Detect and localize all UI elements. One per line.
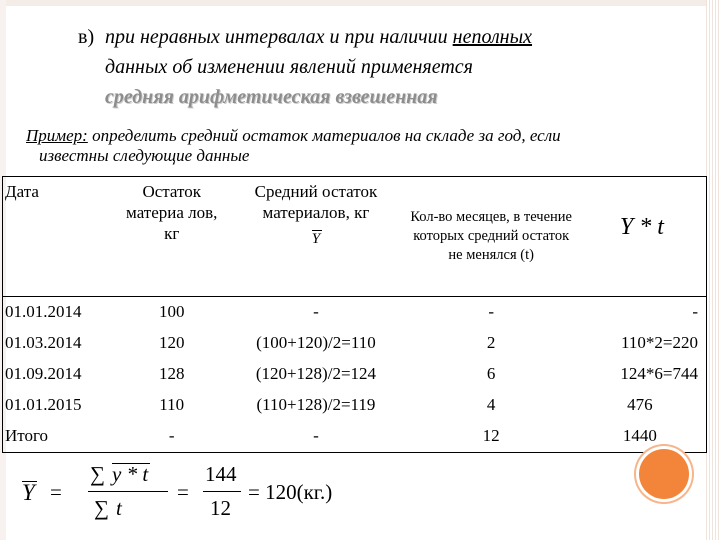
formula-denominator-sigma: ∑: [94, 496, 109, 520]
cell-product: -: [692, 302, 698, 322]
cell-date: 01.09.2014: [5, 364, 82, 384]
example: [26, 126, 686, 166]
decorative-orange-circle: [639, 449, 689, 499]
formula-denominator-expr: t: [116, 496, 122, 520]
header-avg-text: Средний остаток материалов, кг: [254, 182, 378, 222]
table-total-row: [3, 421, 706, 452]
heading-highlight: средняя арифметическая взвешенная: [105, 86, 438, 108]
formula-lhs: Y: [22, 480, 35, 505]
cell-avg: (100+120)/2=110: [256, 333, 376, 353]
cell-avg: -: [313, 302, 319, 322]
decorative-right-border: [706, 0, 720, 540]
table-row: [3, 390, 706, 421]
cell-date: 01.03.2014: [5, 333, 82, 353]
header-avg: [227, 177, 404, 296]
cell-date: 01.01.2014: [5, 302, 82, 322]
example-text-2: известны следующие данные: [39, 146, 250, 165]
formula-numerator-value: 144: [205, 462, 237, 486]
formula-equals-2: =: [177, 480, 189, 504]
header-date: Дата: [3, 177, 116, 296]
cell-product: 476: [627, 395, 653, 415]
table-row: [3, 328, 706, 359]
header-product-formula: Y * t: [619, 214, 664, 240]
header-months: Кол-во месяцев, в течение которых средний остаток не менялся (t): [405, 177, 578, 296]
decorative-top-border: [0, 0, 720, 6]
cell-total-months: 12: [482, 426, 500, 446]
cell-stock: 110: [159, 395, 185, 415]
example-text-1: определить средний остаток материалов на складе за год, если: [87, 126, 561, 145]
heading-underlined-word: неполных: [452, 26, 533, 48]
formula-numerator-expr: y * t: [112, 462, 149, 486]
formula-fraction-bar: [88, 491, 168, 492]
header-stock: Остаток материа лов, кг: [116, 177, 227, 296]
formula-equals: =: [50, 480, 62, 504]
formula-fraction-bar-2: [203, 491, 241, 492]
heading-line-1-text: при неравных интервалах и при наличии: [105, 26, 453, 48]
cell-months: 6: [486, 364, 496, 384]
header-product: [578, 177, 706, 296]
cell-total-label: Итого: [5, 426, 49, 446]
cell-avg: (120+128)/2=124: [255, 364, 377, 384]
cell-avg: (110+128)/2=119: [256, 395, 376, 415]
formula-result: = 120(кг.): [248, 480, 333, 504]
formula-numerator-sigma: ∑: [90, 462, 105, 486]
cell-total-avg: -: [313, 426, 319, 446]
heading-line-2: данных об изменении явлений применяется: [105, 56, 473, 78]
cell-months: 2: [486, 333, 496, 353]
cell-date: 01.01.2015: [5, 395, 82, 415]
table-header-row: [3, 177, 706, 296]
cell-stock: 128: [158, 364, 185, 384]
cell-months: 4: [486, 395, 496, 415]
cell-product: 124*6=744: [620, 364, 698, 384]
heading: [78, 22, 532, 112]
data-table: [2, 176, 707, 453]
cell-product: 110*2=220: [621, 333, 698, 353]
cell-stock: 100: [158, 302, 185, 322]
table-row: [3, 296, 706, 328]
cell-months: -: [488, 302, 495, 322]
header-avg-symbol: Y: [312, 229, 320, 250]
cell-stock: 120: [158, 333, 185, 353]
example-label: Пример:: [26, 126, 88, 145]
cell-total-product: 1440: [622, 426, 657, 446]
heading-line-1: [78, 22, 532, 52]
heading-marker: в): [78, 26, 95, 48]
formula-denominator-value: 12: [210, 496, 231, 520]
table-row: [3, 359, 706, 390]
cell-total-stock: -: [168, 426, 175, 446]
